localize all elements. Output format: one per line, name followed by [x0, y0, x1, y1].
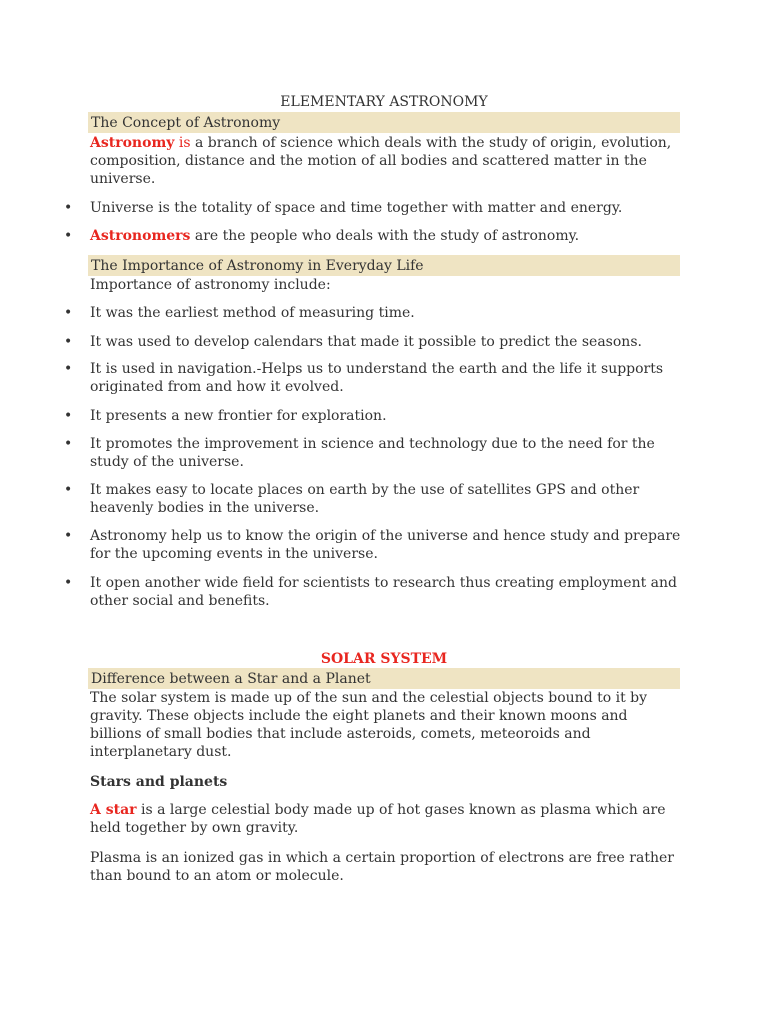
bullet-icon: •: [64, 408, 73, 424]
list-item: [90, 227, 682, 245]
bullet-icon: •: [64, 361, 73, 377]
definition-text: a branch of science which deals with the study of origin, evolution, composition, distance and the motion of all bodies and scattered matter in the universe.: [90, 135, 672, 187]
section-heading-concept: The Concept of Astronomy: [91, 115, 281, 131]
subheading-stars-planets: Stars and planets: [90, 774, 228, 790]
astronomers-text: are the people who deals with the study of astronomy.: [190, 228, 580, 244]
list-item: Astronomy help us to know the origin of the universe and hence study and prepare for the upcoming events in the universe.: [90, 528, 681, 562]
bullet-icon: •: [64, 334, 73, 350]
star-definition-text: is a large celestial body made up of hot gases known as plasma which are held together by own gravity.: [90, 802, 666, 836]
term-astronomy-is: is: [174, 135, 191, 151]
document-title: ELEMENTARY ASTRONOMY: [280, 94, 488, 110]
importance-intro: Importance of astronomy include:: [90, 277, 331, 293]
list-item: It is used in navigation.-Helps us to understand the earth and the life it supports originated from and how it evolved.: [90, 361, 664, 395]
list-item: It promotes the improvement in science and technology due to the need for the study of the universe.: [90, 436, 655, 470]
bullet-icon: •: [64, 528, 73, 544]
bullet-icon: •: [64, 482, 73, 498]
bullet-icon: •: [64, 575, 73, 591]
section-title-solar-system: SOLAR SYSTEM: [320, 651, 448, 667]
bullet-icon: •: [64, 200, 73, 216]
list-item: It was used to develop calendars that made it possible to predict the seasons.: [90, 334, 642, 350]
term-a-star: A star: [90, 802, 137, 818]
star-definition: [90, 801, 682, 837]
bullet-icon: •: [64, 228, 73, 244]
term-astronomers: Astronomers: [90, 228, 191, 244]
list-item: It presents a new frontier for exploration.: [90, 408, 387, 424]
bullet-icon: •: [64, 436, 73, 452]
bullet-icon: •: [64, 305, 73, 321]
solar-system-paragraph: The solar system is made up of the sun and the celestial objects bound to it by gravity. These objects include the eight planets and their known moons and billions of small bodies that include asteroids, comets, meteoroids and interplanetary dust.: [90, 690, 648, 760]
list-item: It makes easy to locate places on earth by the use of satellites GPS and other heavenly bodies in the universe.: [90, 482, 640, 516]
definition-paragraph: [90, 134, 682, 188]
list-item: It open another wide field for scientists to research thus creating employment and other social and benefits.: [90, 575, 677, 609]
plasma-paragraph: Plasma is an ionized gas in which a certain proportion of electrons are free rather than bound to an atom or molecule.: [90, 850, 674, 884]
section-heading-importance: The Importance of Astronomy in Everyday Life: [91, 258, 424, 274]
list-item: Universe is the totality of space and time together with matter and energy.: [90, 200, 623, 216]
section-heading-star-planet: Difference between a Star and a Planet: [91, 671, 371, 687]
list-item: It was the earliest method of measuring time.: [90, 305, 415, 321]
term-astronomy: Astronomy: [90, 135, 175, 151]
